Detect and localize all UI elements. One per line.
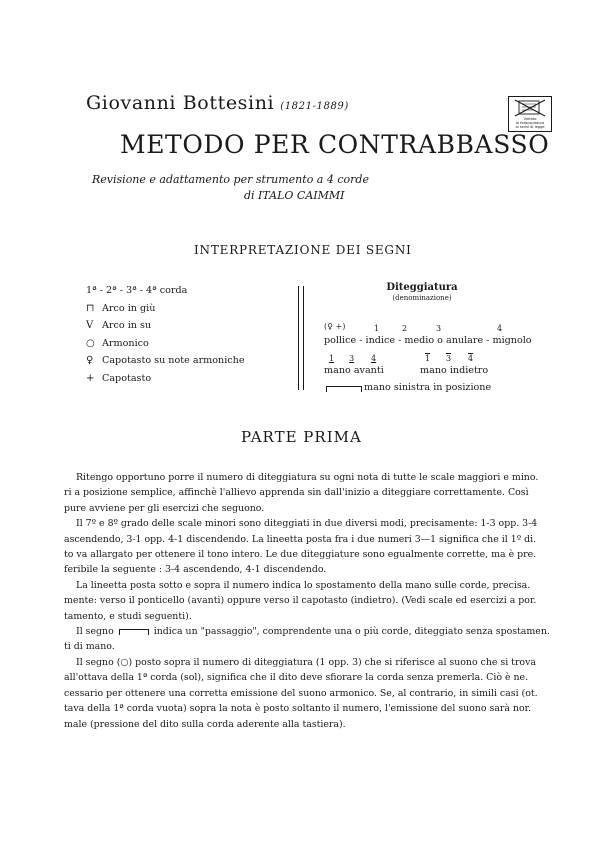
- composer-text: Giovanni Bottesini: [86, 92, 275, 114]
- shift-number: 4: [371, 354, 377, 363]
- legend-item: [86, 370, 245, 388]
- copyright-logo: [508, 96, 552, 132]
- body-line: [64, 624, 550, 639]
- up-bow-icon: V: [86, 320, 94, 332]
- legend-label: Arco in giù: [102, 302, 156, 314]
- column-divider: [298, 286, 304, 390]
- composer-name: [86, 92, 349, 114]
- finger-number: 4: [497, 324, 503, 333]
- finger-number: (♀ +): [324, 322, 346, 331]
- body-fragment: Il segno: [76, 626, 114, 638]
- shift-number: 3: [446, 354, 452, 363]
- legend-item: [86, 352, 245, 370]
- signs-legend: [86, 282, 245, 387]
- body-line: to va allargato per ottenere il tono intero. Le due diteggiature sono egualmente corrette, ma è pre.: [64, 549, 537, 561]
- mano-avanti-label: mano avanti: [324, 365, 384, 376]
- finger-number: 1: [374, 324, 380, 333]
- fingering-legend: [322, 282, 532, 398]
- body-line: tamento, e studi seguenti).: [64, 610, 192, 622]
- position-bracket-icon: [326, 386, 362, 392]
- shift-number: 1: [329, 354, 335, 363]
- logo-line: la fotocopiatura: [515, 121, 545, 125]
- logo-caption: [509, 117, 551, 129]
- body-line: Ritengo opportuno porre il numero di diteggiatura su ogni nota di tutte le scale maggiori e mino.: [76, 472, 539, 483]
- body-line: ri a posizione semplice, affinchè l'allievo apprenda sin dall'inizio a diteggiare correttamente. Così: [64, 487, 529, 499]
- body-line: pure avviene per gli esercizi che seguono.: [64, 502, 265, 514]
- body-fragment: indica un "passaggio", comprendente una o più corde, diteggiato senza spostamen.: [153, 626, 550, 638]
- position-block: [322, 380, 522, 398]
- subtitle-line: di ITALO CAIMMI: [244, 189, 345, 202]
- legend-item: [86, 335, 245, 353]
- down-bow-icon: ⊓: [86, 302, 95, 314]
- legend-label: Capotasto su note armoniche: [102, 355, 245, 367]
- logo-line: Vietato: [523, 117, 537, 121]
- composer-dates: (1821-1889): [280, 101, 349, 112]
- body-line: tava della 1ª corda vuota) sopra la nota è posto soltanto il numero, l'emissione del suono sarà nor.: [64, 703, 532, 715]
- fingering-heading: Diteggiatura: [386, 282, 458, 293]
- page-title: METODO PER CONTRABBASSO: [120, 130, 550, 159]
- body-line: male (pressione del dito sulla corda aderente alla tastiera).: [64, 718, 346, 730]
- passage-bracket-icon: [119, 629, 149, 635]
- body-line: Il 7º e 8º grado delle scale minori sono diteggiati in due diversi modi, precisamente: 1-3 opp. 3-4: [76, 518, 538, 530]
- shift-number: 3: [349, 354, 355, 363]
- body-line: cessario per ottenere una corretta emissione del suono armonico. Se, al contrario, in simili casi (ot.: [64, 687, 538, 699]
- hand-shift-block: [322, 354, 522, 378]
- subtitle-line: Revisione e adattamento per strumento a 4 corde: [92, 173, 369, 186]
- legend-item: [86, 282, 245, 300]
- legend-label: Capotasto: [102, 372, 152, 384]
- fingering-subheading: (denominazione): [392, 294, 452, 302]
- shift-number: 1: [425, 354, 431, 363]
- body-line: Il segno (○) posto sopra il numero di diteggiatura (1 opp. 3) che si riferisce al suono che si trova: [76, 656, 536, 668]
- legend-label: 1ª - 2ª - 3ª - 4ª corda: [86, 285, 188, 297]
- body-line: ascendendo, 3-1 opp. 4-1 discendendo. La lineetta posta fra i due numeri 3—1 significa che il 1º di.: [64, 533, 537, 545]
- body-line: feribile la seguente : 3-4 ascendendo, 4-1 discendendo.: [64, 564, 327, 576]
- signs-heading: INTERPRETAZIONE DEI SEGNI: [194, 243, 412, 257]
- legend-item: [86, 300, 245, 318]
- legend-label: Armonico: [102, 337, 149, 349]
- harmonic-icon: ○: [86, 337, 95, 349]
- body-line: mente: verso il ponticello (avanti) oppure verso il capotasto (indietro). (Vedi scale ed esercizi a por.: [64, 595, 537, 607]
- mano-indietro-label: mano indietro: [420, 365, 489, 376]
- subtitle: [92, 172, 369, 204]
- finger-number: 3: [436, 324, 442, 333]
- legend-item: [86, 317, 245, 335]
- legend-label: Arco in su: [102, 320, 152, 332]
- body-line: La lineetta posta sotto e sopra il numero indica lo spostamento della mano sulle corde, precisa.: [76, 579, 531, 591]
- capotasto-icon: +: [86, 372, 95, 384]
- body-line: all'ottava della 1ª corda (sol), significa che il dito deve sfiorare la corda senza premerla. Ciò è ne.: [64, 672, 529, 684]
- thumb-position-icon: ♀: [86, 355, 94, 367]
- section-heading: PARTE PRIMA: [241, 428, 362, 446]
- logo-line: ai sensi di legge: [515, 125, 545, 129]
- finger-names: pollice - indice - medio o anulare - mignolo: [324, 335, 532, 346]
- position-label: mano sinistra in posizione: [364, 382, 492, 393]
- shift-number: 4: [468, 354, 474, 363]
- body-text: [64, 470, 550, 732]
- finger-number: 2: [402, 324, 408, 333]
- finger-names-block: [322, 302, 532, 354]
- body-line: ti di mano.: [64, 641, 115, 653]
